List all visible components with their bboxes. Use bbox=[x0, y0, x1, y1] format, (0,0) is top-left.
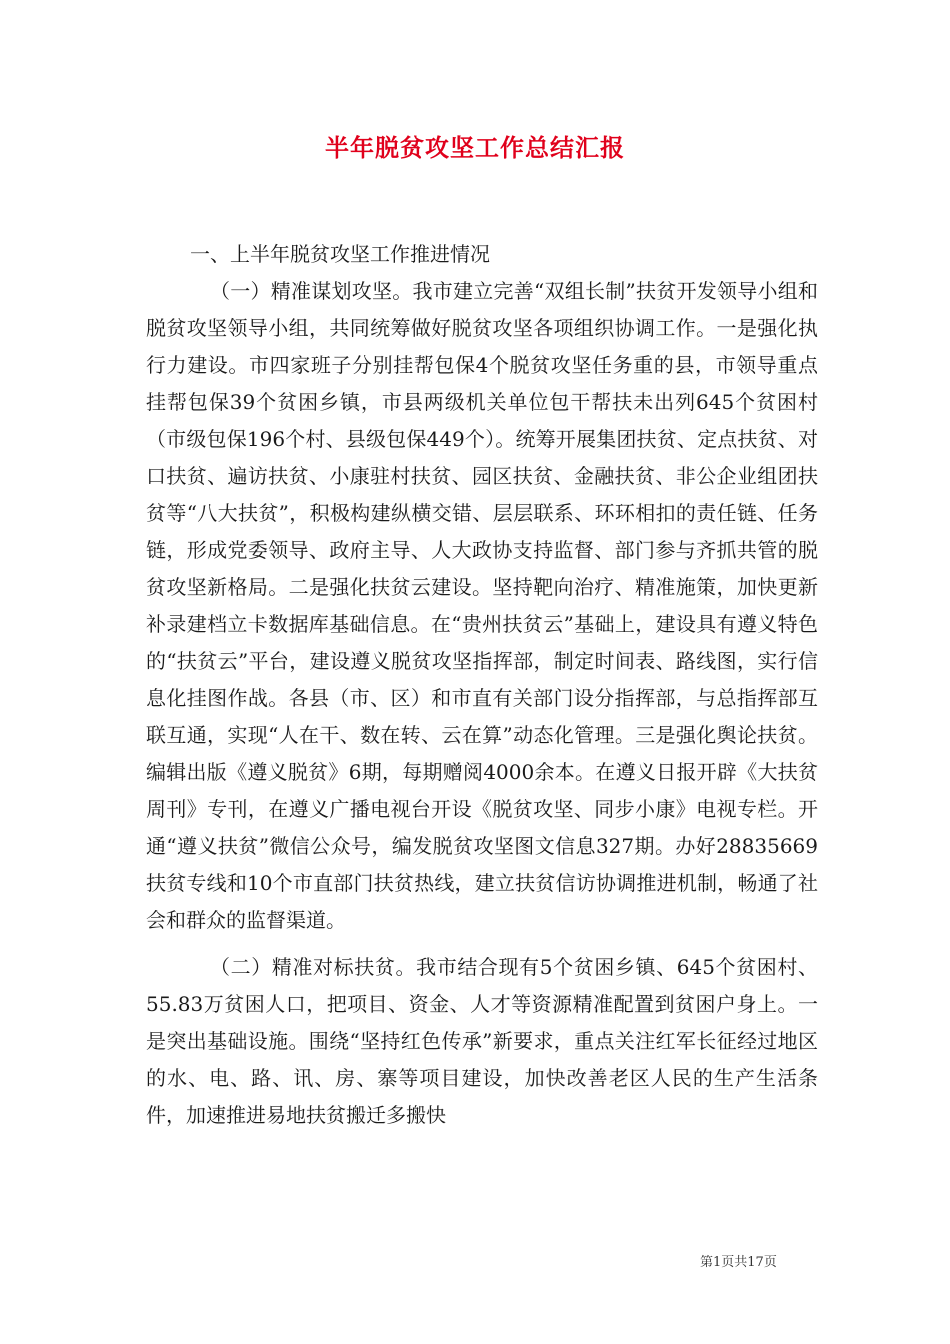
paragraph-2: （二）精准对标扶贫。我市结合现有5个贫困乡镇、645个贫困村、55.83万贫困人口，把项目、资金、人才等资源精准配置到贫困户身上。一是突出基础设施。围绕“坚持红色传承”新要求，重点关注红军长征经过地区的水、电、路、讯、房、寨等项目建设，加快改善老区人民的生产生活条件，加速推进易地扶贫搬迁多搬快 bbox=[146, 955, 818, 1127]
page-footer: 第1页共17页 bbox=[700, 1255, 777, 1270]
document-body bbox=[146, 236, 818, 1134]
paragraph-1: （一）精准谋划攻坚。我市建立完善“双组长制”扶贫开发领导小组和脱贫攻坚领导小组，共同统筹做好脱贫攻坚各项组织协调工作。一是强化执行力建设。市四家班子分别挂帮包保4个脱贫攻坚任务重的县，市领导重点挂帮包保39个贫困乡镇，市县两级机关单位包干帮扶未出列645个贫困村（市级包保196个村、县级包保449个）。统筹开展集团扶贫、定点扶贫、对口扶贫、遍访扶贫、小康驻村扶贫、园区扶贫、金融扶贫、非公企业组团扶贫等“八大扶贫”，积极构建纵横交错、层层联系、环环相扣的责任链、任务链，形成党委领导、政府主导、人大政协支持监督、部门参与齐抓共管的脱贫攻坚新格局。二是强化扶贫云建设。坚持靶向治疗、精准施策，加快更新补录建档立卡数据库基础信息。在“贵州扶贫云”基础上，建设具有遵义特色的“扶贫云”平台，建设遵义脱贫攻坚指挥部，制定时间表、路线图，实行信息化挂图作战。各县（市、区）和市直有关部门设分指挥部，与总指挥部互联互通，实现“人在干、数在转、云在算”动态化管理。三是强化舆论扶贫。编辑出版《遵义脱贫》6期，每期赠阅4000余本。在遵义日报开辟《大扶贫周刊》专刊，在遵义广播电视台开设《脱贫攻坚、同步小康》电视专栏。开通“遵义扶贫”微信公众号，编发脱贫攻坚图文信息327期。办好28835669扶贫专线和10个市直部门扶贫热线，建立扶贫信访协调推进机制，畅通了社会和群众的监督渠道。 bbox=[146, 279, 818, 932]
section-heading: 一、上半年脱贫攻坚工作推进情况 bbox=[190, 242, 490, 266]
document-title: 半年脱贫攻坚工作总结汇报 bbox=[325, 133, 625, 162]
